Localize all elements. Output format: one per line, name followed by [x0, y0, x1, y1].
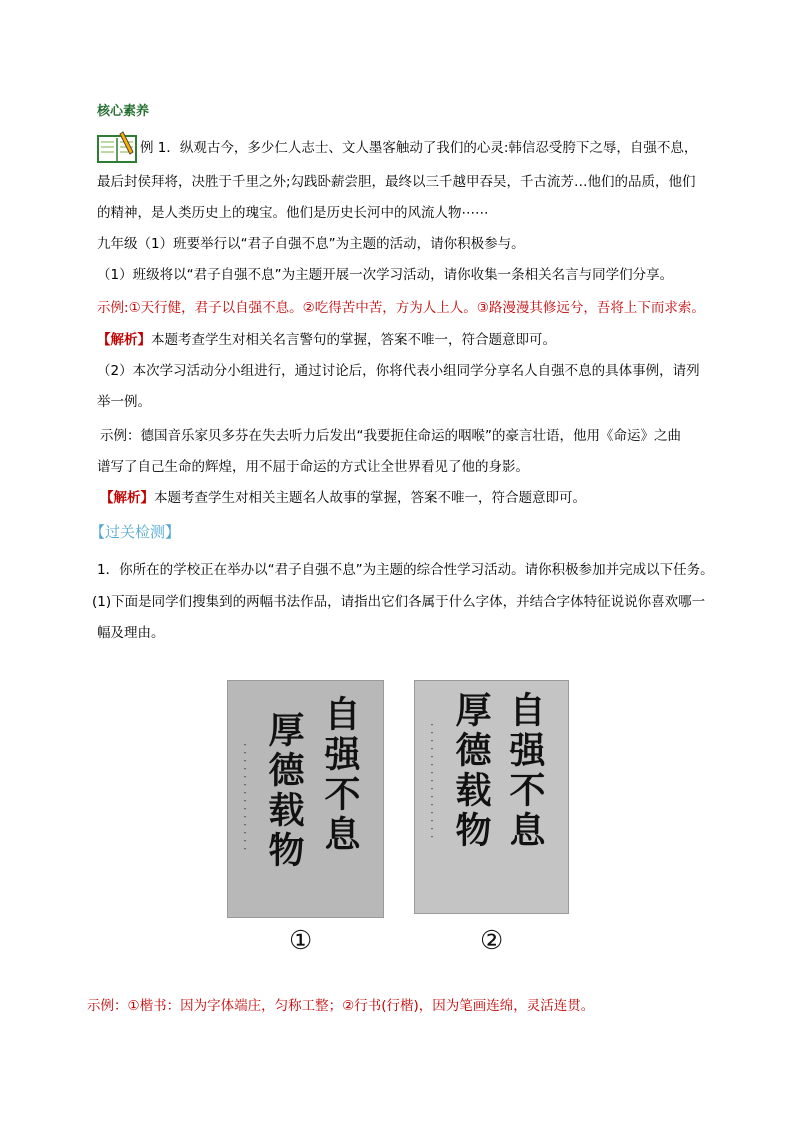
- calligraphy-1-label: ①: [289, 926, 313, 956]
- task-sub-1-line-1: (1)下面是同学们搜集到的两幅书法作品，请指出它们各属于什么字体，并结合字体特征说说你喜欢哪一: [92, 594, 706, 610]
- example-line-1: 例 1．纵观古今，多少仁人志士、文人墨客触动了我们的心灵:韩信忍受胯下之辱，自强不息，: [140, 140, 698, 156]
- task-line-1: 1．你所在的学校正在举办以“君子自强不息”为主题的综合性学习活动。请你积极参加并完成以下任务。: [97, 562, 714, 578]
- analysis-2-text: 本题考查学生对相关主题名人故事的掌握，答案不唯一，符合题意即可。: [154, 490, 586, 506]
- question-1: （1）班级将以“君子自强不息”为主题开展一次学习活动，请你收集一条相关名言与同学们分享。: [97, 267, 674, 283]
- question-2-line-2: 举一例。: [97, 394, 151, 410]
- question-2-line-1: （2）本次学习活动分小组进行，通过讨论后，你将代表小组同学分享名人自强不息的具体事例，请列: [97, 363, 700, 379]
- calligraphy-1-left-column: 厚德载物: [263, 711, 305, 871]
- answer-2-line-2: 谱写了自己生命的辉煌，用不屈于命运的方式让全世界看见了他的身影。: [97, 459, 529, 475]
- calligraphy-2-left-column: 厚德载物: [450, 691, 492, 851]
- analysis-1: [97, 330, 556, 350]
- open-book-pencil-icon: [97, 130, 137, 164]
- answer-2-line-1: 示例：德国音乐家贝多芬在失去听力后发出“我要扼住命运的咽喉”的豪言壮语，他用《命运》之曲: [100, 428, 681, 444]
- example-line-2: 最后封侯拜将，决胜于千里之外;勾践卧薪尝胆，最终以三千越甲吞吴，千古流芳…他们的品质，他们: [97, 174, 696, 190]
- section-heading: 核心素养: [97, 104, 150, 119]
- calligraphy-2-right-column: 自强不息: [504, 691, 546, 851]
- analysis-1-tag: 【解析】: [97, 332, 151, 348]
- answer-1-label: 示例:: [97, 300, 129, 316]
- calligraphy-work-2: [414, 680, 569, 914]
- task-answer: 示例：①楷书：因为字体端庄，匀称工整；②行书(行楷)，因为笔画连绵，灵活连贯。: [87, 998, 595, 1014]
- section-title: 【过关检测】: [90, 523, 181, 541]
- calligraphy-2-inscription: ・・・・・・・・・・・・・・・: [428, 721, 436, 841]
- answer-1: [97, 298, 705, 318]
- answer-1-text: ①天行健，君子以自强不息。②吃得苦中苦，方为人上人。③路漫漫其修远兮，吾将上下而求索。: [128, 300, 705, 316]
- calligraphy-1-inscription: ・・・・・・・・・・・・・・: [241, 741, 249, 853]
- calligraphy-2-label: ②: [480, 926, 504, 956]
- task-sub-1-line-2: 幅及理由。: [97, 625, 165, 641]
- example-line-4: 九年级（1）班要举行以“君子自强不息”为主题的活动，请你积极参与。: [97, 236, 525, 252]
- analysis-2: [100, 488, 586, 508]
- calligraphy-work-1: [227, 680, 384, 918]
- calligraphy-1-right-column: 自强不息: [319, 695, 361, 855]
- analysis-2-tag: 【解析】: [100, 490, 154, 506]
- example-line-3: 的精神，是人类历史上的瑰宝。他们是历史长河中的风流人物⋯⋯: [97, 205, 489, 221]
- analysis-1-text: 本题考查学生对相关名言警句的掌握，答案不唯一，符合题意即可。: [151, 332, 556, 348]
